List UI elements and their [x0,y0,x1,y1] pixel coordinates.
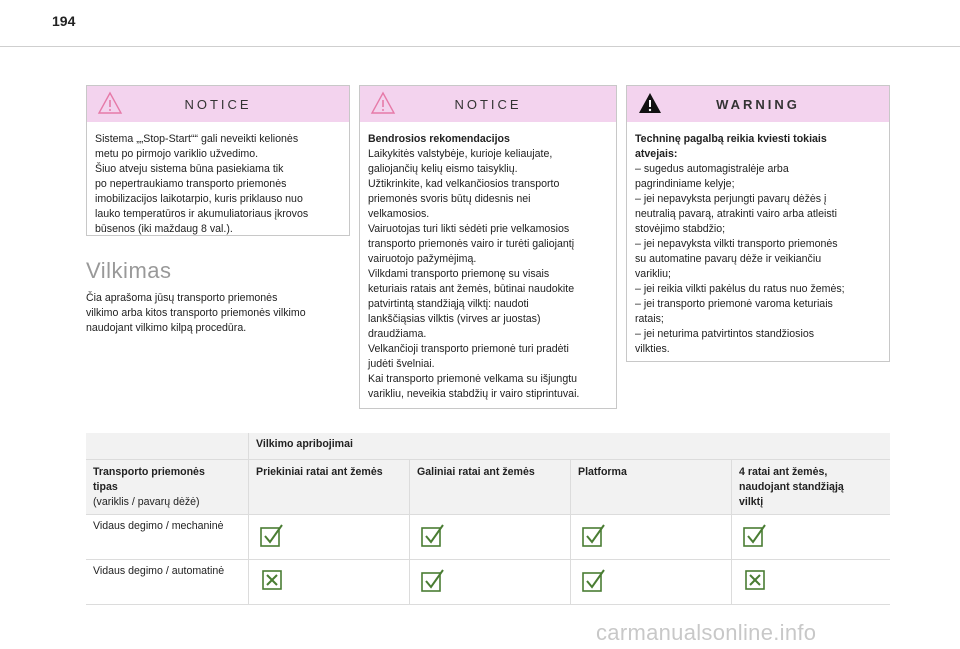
warning-box-roadside-assistance [626,85,890,362]
row-label: Vidaus degimo / automatinė [86,560,249,605]
table-row [86,560,890,605]
warning-subtitle: Techninę pagalbą reikia kviesti tokiais atvejais: [635,133,827,160]
notice-subtitle: Bendrosios rekomendacijos [368,133,510,145]
table-header-rear-wheels: Galiniai ratai ant žemės [410,460,571,515]
page-number: 194 [52,13,76,29]
table-cell [410,560,571,605]
towing-restrictions-table [86,433,890,605]
notice-box-stop-start [86,85,350,236]
notice-header [360,86,616,122]
table-header-four-wheels: 4 ratai ant žemės, naudojant standžiąją vilktį [732,460,891,515]
top-divider [0,46,960,47]
notice-box-general-recommendations [359,85,617,409]
notice-warning-icon [97,91,123,115]
warning-heading: WARNING [716,96,800,112]
table-row [86,515,890,560]
warning-header [627,86,889,122]
section-title: Vilkimas [86,258,172,283]
warning-icon [637,91,663,115]
notice-header [87,86,349,122]
table-cell [249,560,410,605]
vehicle-type-sublabel: (variklis / pavarų dėžė) [93,496,200,508]
table-cell [571,515,732,560]
check-icon [260,523,284,547]
vehicle-type-label: Transporto priemonės tipas [93,466,205,493]
warning-text: – sugedus automagistralėje arba pagrindiniame kelyje; – jei nepavyksta perjungti pavarų dėžės į neutralią pavarą, atrakinti vairo arba atleisti stovėjimo stabdžio; – jei nepavyksta vilkti transporto priemonės su automatine pavarų dėže ir veikiančiu varikliu; – jei reikia vilkti pakėlus du ratus nuo žemės; – jei transporto priemonė varoma keturiais ratais; – jei neturima patvirtintos standžiosios vilkties. [635,163,845,355]
table-header-front-wheels: Priekiniai ratai ant žemės [249,460,410,515]
section-intro: Čia aprašoma jūsų transporto priemonės vilkimo arba kitos transporto priemonės vilkimo naudojant vilkimo kilpą procedūra. [86,292,306,334]
notice-heading: NOTICE [454,96,522,112]
table-header-row [86,460,890,515]
check-icon [421,523,445,547]
check-icon [582,523,606,547]
table-cell [410,515,571,560]
notice-heading: NOTICE [184,96,252,112]
row-label: Vidaus degimo / mechaninė [86,515,249,560]
table-cell [571,560,732,605]
table-cell [732,560,891,605]
table-caption-spacer [86,433,249,460]
table-header-platform: Platforma [571,460,732,515]
check-icon [582,568,606,592]
table-header-vehicle-type [86,460,249,515]
cross-icon [743,568,767,592]
notice-text: Laikykitės valstybėje, kurioje keliaujate, galiojančių kelių eismo taisyklių. Užtikrinkite, kad velkančiosios transporto priemonės svoris būtų didesnis nei velkamosios. Vairuotojas turi likti sėdėti prie velkamosios transporto priemonės vairo ir turėti galiojantį vairuotojo pažymėjimą. Vilkdami transporto priemonę su visais keturiais ratais ant žemės, būtinai naudokite patvirtintą standžiąją vilktį: naudoti lankščiąsias vilktis (virves ar juostas) draudžiama. Velkančioji transporto priemonė turi pradėti judėti švelniai. Kai transporto priemonė velkama su išjungtu varikliu, neveikia stabdžių ir vairo stiprintuvai. [368,148,580,400]
notice-text: Sistema „„Stop-Start““ gali neveikti kelionės metu po pirmojo variklio užvedimo. Šiuo atveju sistema būna pasiekiama tik po nepertraukiamo transporto priemonės imobilizacijos laikotarpio, kuris priklauso nuo lauko temperatūros ir akumuliatoriaus įkrovos būsenos (iki maždaug 8 val.). [95,133,309,235]
notice-warning-icon [370,91,396,115]
check-icon [743,523,767,547]
table-cell [732,515,891,560]
table-cell [249,515,410,560]
table-caption-row [86,433,890,460]
table-caption: Vilkimo apribojimai [249,433,891,460]
watermark: carmanualsonline.info [596,620,817,645]
check-icon [421,568,445,592]
cross-icon [260,568,284,592]
